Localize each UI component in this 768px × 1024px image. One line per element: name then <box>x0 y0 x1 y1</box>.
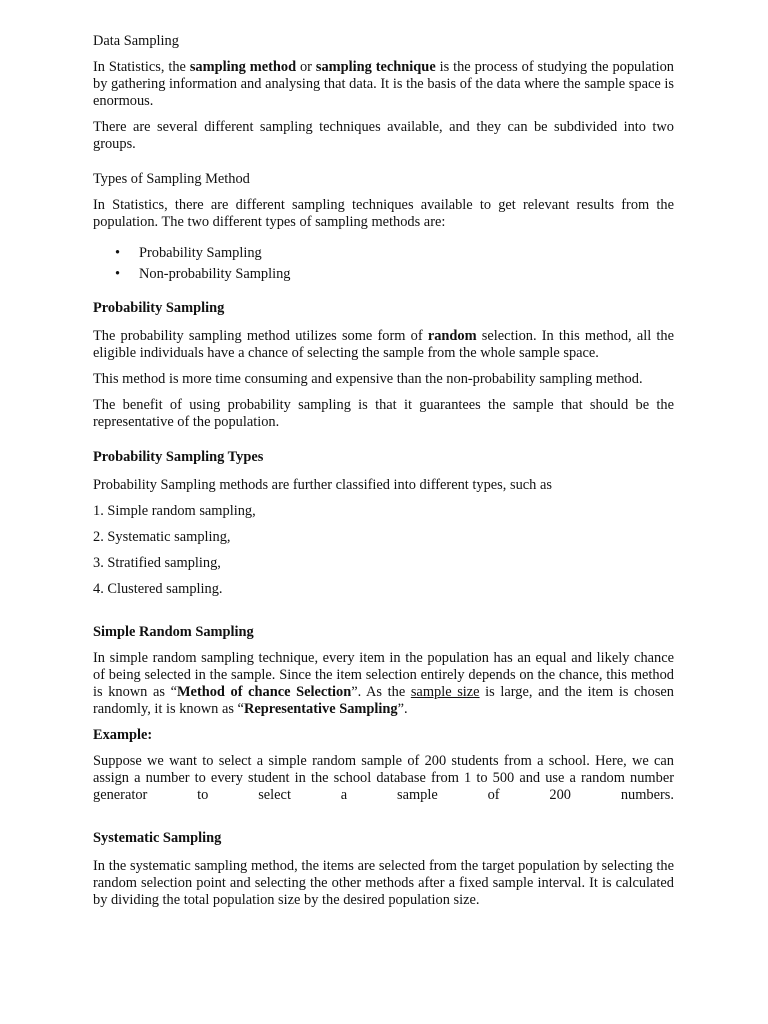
sample-size-link[interactable]: sample size <box>410 684 480 700</box>
list-item: 3. Stratified sampling, <box>93 555 221 571</box>
probability-types-intro: Probability Sampling methods are further classified into different types, such as <box>93 477 552 493</box>
probability-sampling-heading: Probability Sampling <box>93 300 225 316</box>
simple-random-heading: Simple Random Sampling <box>93 624 254 640</box>
term-random: random <box>427 328 477 344</box>
term-sampling-method: sampling method <box>189 59 297 75</box>
list-item: • Non-probability Sampling <box>93 264 674 285</box>
probability-paragraph-2: This method is more time consuming and expensive than the non-probability sampling method. <box>93 371 643 387</box>
list-item: 4. Clustered sampling. <box>93 581 223 597</box>
example-paragraph: Suppose we want to select a simple random sample of 200 students from a school. Here, we can assign a number to every student in the school database from 1 to 500 and use a random number generator to select a sample of 200 numbers. <box>93 753 674 803</box>
term-method-of-chance-selection: Method of chance Selection <box>176 684 352 700</box>
sampling-types-list <box>93 243 674 285</box>
probability-paragraph-1: The probability sampling method utilizes some form of random selection. In this method, all the eligible individuals have a chance of selecting the sample from the whole sample space. <box>93 328 674 361</box>
list-item: • Probability Sampling <box>93 243 674 264</box>
bullet-icon: • <box>115 266 121 282</box>
intro-paragraph-2: There are several different sampling techniques available, and they can be subdivided into two groups. <box>93 119 674 152</box>
probability-types-heading: Probability Sampling Types <box>93 449 264 465</box>
term-representative-sampling: Representative Sampling <box>243 701 398 717</box>
probability-paragraph-3: The benefit of using probability sampling is that it guarantees the sample that should be the representative of the population. <box>93 397 674 430</box>
types-heading: Types of Sampling Method <box>93 171 250 187</box>
systematic-paragraph: In the systematic sampling method, the items are selected from the target population by selecting the random selection point and selecting the other methods after a fixed sample interval. It is calculated by dividing the total population size by the desired population size. <box>93 858 674 908</box>
list-item: 1. Simple random sampling, <box>93 503 256 519</box>
systematic-sampling-heading: Systematic Sampling <box>93 830 222 846</box>
simple-random-paragraph: In simple random sampling technique, every item in the population has an equal and likely chance of being selected in the sample. Since the item selection entirely depends on the chance, this method is known as “Method of chance Selection”. As the sample size is large, and the item is chosen randomly, it is known as “Representative Sampling”. <box>93 650 674 717</box>
list-item: 2. Systematic sampling, <box>93 529 231 545</box>
types-paragraph: In Statistics, there are different sampling techniques available to get relevant results from the population. The two different types of sampling methods are: <box>93 197 674 230</box>
example-label: Example: <box>93 727 153 743</box>
term-sampling-technique: sampling technique <box>315 59 436 75</box>
document-title: Data Sampling <box>93 33 179 49</box>
intro-paragraph-1: In Statistics, the sampling method or sampling technique is the process of studying the population by gathering information and analysing that data. It is the basis of the data where the sample space is enormous. <box>93 59 674 109</box>
bullet-icon: • <box>115 245 121 261</box>
